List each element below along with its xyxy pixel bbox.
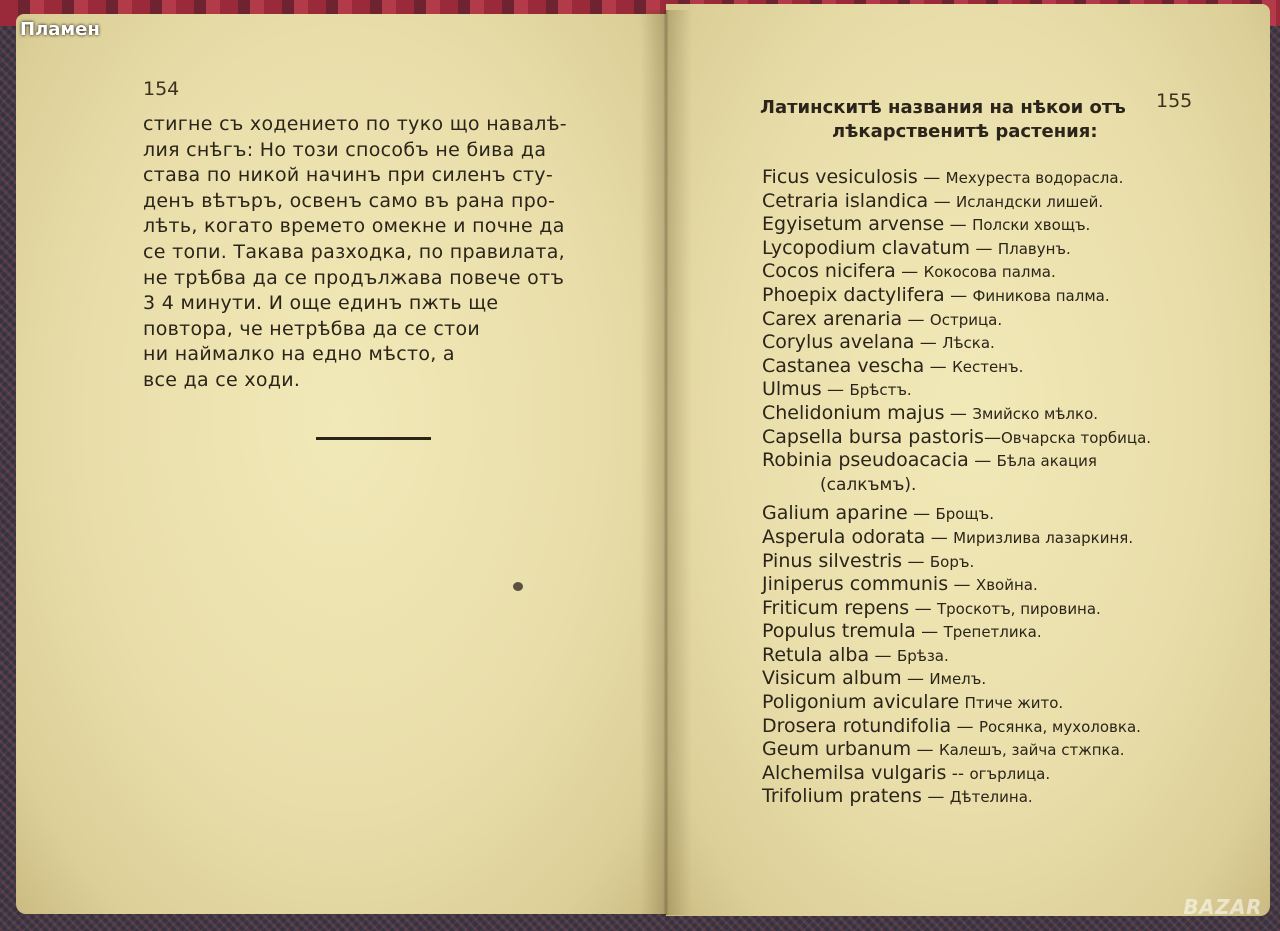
plant-bulgarian-name: Калешъ, зайча стжпка. — [938, 741, 1125, 760]
list-heading — [760, 96, 1180, 144]
plant-bulgarian-name: Брѣза. — [896, 646, 949, 665]
plant-latin-name: Populus tremula — [762, 620, 916, 643]
plant-separator: — — [921, 787, 950, 808]
plant-separator: -- — [946, 763, 970, 784]
plant-latin-name: Trifolium pratens — [762, 785, 922, 808]
plant-separator: — — [909, 598, 937, 619]
plant-latin-name: Cetraria islandica — [762, 189, 929, 212]
plant-entry — [762, 473, 1202, 497]
plant-entry — [762, 691, 1202, 715]
plant-entry — [762, 213, 1202, 237]
plant-separator: — — [948, 575, 976, 596]
plant-bulgarian-name: Исландски лишей. — [956, 192, 1104, 211]
plant-separator: — — [821, 380, 850, 401]
heading-line: Латинскитѣ названия на нѣкои отъ — [760, 97, 1126, 118]
body-line: лия снѣгъ: Но този способъ не бива да — [143, 138, 547, 161]
plant-entry — [762, 573, 1202, 597]
plant-latin-name: Visicum album — [762, 667, 902, 690]
plant-entry — [762, 597, 1202, 621]
plant-bulgarian-name: Брощъ. — [935, 505, 994, 524]
plant-entry — [762, 237, 1202, 261]
plant-bulgarian-name: Дѣтелина. — [949, 788, 1033, 807]
body-line: лѣть, когато времето омекне и почне да — [143, 215, 565, 238]
plant-bulgarian-name: Кокосова палма. — [923, 263, 1056, 282]
plant-separator: — — [895, 262, 924, 283]
plant-bulgarian-name: Мехуреста водорасла. — [945, 169, 1124, 187]
plant-separator: — — [924, 356, 953, 377]
plant-separator: — — [915, 622, 944, 643]
plant-latin-name: Retula alba — [762, 643, 870, 666]
plant-bulgarian-name: Полски хвощъ. — [972, 216, 1091, 235]
plant-latin-name: Cocos nicifera — [762, 260, 896, 283]
plant-separator: — — [951, 716, 979, 737]
plant-latin-name: Carex arenaria — [762, 307, 903, 330]
plant-separator: — — [907, 504, 936, 525]
plant-latin-name: Alchemilsa vulgaris — [762, 761, 947, 784]
plant-separator: — — [944, 403, 973, 424]
plant-bulgarian-name: Миризлива лазаркиня. — [953, 528, 1134, 547]
plant-separator: — — [983, 427, 1001, 448]
plant-latin-name: Ficus vesiculosis — [762, 166, 918, 188]
plant-separator: — — [869, 645, 897, 666]
plant-name-list — [762, 166, 1202, 809]
plant-bulgarian-name: Лѣска. — [942, 334, 995, 353]
plant-entry — [762, 502, 1202, 526]
plant-separator: — — [911, 740, 939, 761]
plant-separator: — — [970, 238, 998, 259]
plant-bulgarian-name: Бѣла акация — [996, 452, 1097, 471]
plant-entry — [762, 738, 1202, 762]
plant-latin-name: Ulmus — [762, 378, 822, 401]
plant-entry — [762, 715, 1202, 739]
plant-bulgarian-name: Брѣстъ. — [849, 381, 912, 400]
plant-bulgarian-name: Острица. — [929, 310, 1003, 329]
plant-entry — [762, 284, 1202, 308]
plant-bulgarian-name: Кестенъ. — [952, 357, 1024, 376]
plant-bulgarian-name: Овчарска торбица. — [1000, 428, 1152, 447]
book-gutter — [640, 10, 692, 915]
plant-latin-name: Pinus silvestris — [762, 549, 903, 572]
plant-entry — [762, 260, 1202, 284]
plant-latin-name: Poligonium aviculare — [762, 691, 960, 714]
plant-bulgarian-name: Хвойна. — [975, 576, 1038, 595]
plant-entry — [762, 667, 1202, 691]
plant-entry — [762, 526, 1202, 550]
body-line: все да се ходи. — [143, 368, 301, 391]
plant-separator: — — [917, 168, 946, 188]
plant-bulgarian-name: Птиче жито. — [964, 694, 1064, 713]
plant-latin-name: Galium aparine — [762, 502, 908, 525]
plant-bulgarian-name: Змийско мѣлко. — [972, 404, 1099, 423]
plant-entry — [762, 355, 1202, 379]
plant-entry — [762, 308, 1202, 332]
plant-separator: — — [914, 333, 943, 354]
plant-latin-name: Friticum repens — [762, 596, 910, 619]
plant-entry — [762, 762, 1202, 786]
plant-separator: — — [928, 191, 957, 212]
plant-latin-name: Lycopodium clavatum — [762, 236, 971, 259]
plant-entry — [762, 644, 1202, 668]
page-number-right: 155 — [1156, 90, 1193, 112]
plant-entry — [762, 166, 1202, 190]
watermark-logo: BAZAR — [1183, 895, 1262, 919]
body-line: се топи. Такава разходка, по правилата, — [143, 240, 565, 263]
plant-separator: — — [944, 285, 973, 306]
plant-bulgarian-name: огърлица. — [969, 764, 1051, 783]
plant-bulgarian-name: Трепетлика. — [943, 623, 1042, 642]
plant-separator: — — [944, 215, 973, 236]
plant-bulgarian-name: Финикова палма. — [972, 286, 1110, 305]
plant-separator: — — [902, 309, 930, 330]
plant-entry — [762, 550, 1202, 574]
plant-entry — [762, 426, 1202, 450]
plant-bulgarian-name: Росянка, мухоловка. — [978, 717, 1141, 736]
left-page-body — [143, 112, 613, 394]
plant-bulgarian-name: Плавунъ. — [997, 239, 1071, 258]
plant-separator: — — [902, 551, 930, 572]
page-number-left: 154 — [143, 78, 180, 100]
plant-entry — [762, 402, 1202, 426]
ink-spot — [513, 582, 523, 591]
plant-bulgarian-name: Боръ. — [929, 552, 975, 571]
plant-latin-name: Chelidonium majus — [762, 401, 945, 424]
plant-bulgarian-name: Имелъ. — [929, 670, 987, 689]
plant-separator: — — [901, 669, 930, 690]
plant-latin-name: Phoepix dactylifera — [762, 283, 945, 306]
body-line: става по никой начинъ при силенъ сту- — [143, 164, 554, 187]
plant-entry — [762, 785, 1202, 809]
body-line: 3 4 минути. И още единъ пжть ще — [143, 292, 499, 315]
plant-entry — [762, 378, 1202, 402]
plant-entry — [762, 190, 1202, 214]
plant-separator: — — [968, 451, 997, 472]
plant-latin-name: Robinia pseudoacacia — [762, 449, 969, 472]
plant-separator: — — [925, 527, 954, 548]
plant-latin-name: Capsella bursa pastoris — [762, 425, 984, 448]
plant-latin-name: Castanea vescha — [762, 354, 925, 377]
heading-line: лѣкарственитѣ растения: — [832, 121, 1098, 142]
section-rule — [316, 437, 431, 440]
body-line: повтора, че нетрѣбва да се стои — [143, 317, 481, 340]
plant-latin-name: Drosera rotundifolia — [762, 714, 952, 737]
plant-bulgarian-name: Трoскотъ, пировина. — [937, 599, 1101, 618]
plant-entry — [762, 331, 1202, 355]
plant-latin-name: Asperula odorata — [762, 525, 926, 548]
uploader-name: Пламен — [20, 19, 100, 40]
body-line: не трѣбва да се продължава повече отъ — [143, 266, 565, 289]
plant-entry — [762, 620, 1202, 644]
plant-latin-name: Geum urbanum — [762, 738, 912, 761]
plant-bulgarian-name: (салкъмъ). — [820, 474, 917, 495]
body-line: ни наймалко на едно мѣсто, а — [143, 343, 455, 366]
plant-latin-name: Jiniperus communis — [762, 573, 949, 596]
plant-latin-name: Egyisetum arvense — [762, 213, 945, 236]
plant-entry — [762, 449, 1202, 473]
body-line: денъ вѣтъръ, освенъ само въ рана про- — [143, 189, 556, 212]
plant-latin-name: Corylus avelana — [762, 331, 915, 354]
body-line: стигне съ ходението по туко що навалѣ- — [143, 113, 567, 135]
